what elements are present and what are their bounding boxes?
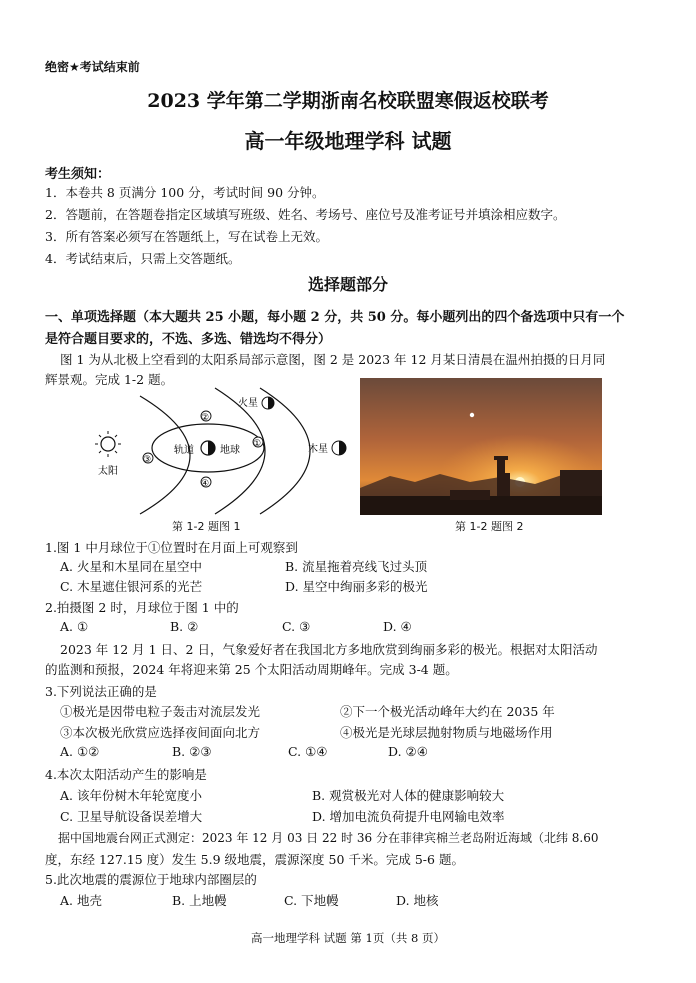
option: D. 地核: [396, 893, 439, 908]
question-intro: 的监测和预报，2024 年将迎来第 25 个太阳活动周期峰年。完成 3-4 题。: [45, 662, 458, 677]
option: B. 流星拖着亮线飞过头顶: [285, 559, 428, 574]
question-stem: 4.本次太阳活动产生的影响是: [45, 767, 207, 782]
notice-item: 1．本卷共 8 页满分 100 分，考试时间 90 分钟。: [45, 185, 325, 200]
confidential-label: 绝密★考试结束前: [45, 60, 140, 74]
statement: ④极光是光球层抛射物质与地磁场作用: [340, 725, 553, 740]
statement: ②下一个极光活动峰年大约在 2035 年: [340, 704, 555, 719]
sunrise-moon-photo: [360, 378, 602, 515]
section-title: 选择题部分: [307, 275, 388, 294]
option: B. ②③: [172, 744, 212, 759]
position-label: ②: [201, 413, 210, 423]
mars-label: 火星: [238, 398, 258, 409]
option: B. ②: [170, 619, 199, 634]
option: C. ③: [282, 619, 311, 634]
sun-label: 太阳: [98, 466, 118, 477]
notice-item: 2．答题前，在答题卷指定区域填写班级、姓名、考场号、座位号及准考证号并填涂相应数字。: [45, 207, 566, 222]
option: A. ①: [60, 619, 89, 634]
question-intro: 2023 年 12 月 1 日、2 日，气象爱好者在我国北方多地欣赏到绚丽多彩的极光。根据对太阳活动: [60, 642, 598, 657]
option: B. 观赏极光对人体的健康影响较大: [312, 788, 505, 803]
earth-label: 地球: [220, 445, 240, 456]
figure2-caption: 第 1-2 题图 2: [455, 520, 524, 533]
question-intro: 据中国地震台网正式测定：2023 年 12 月 03 日 22 时 36 分在菲律宾棉兰老岛附近海域（北纬 8.60: [58, 831, 599, 845]
statement: ①极光是因带电粒子轰击对流层发光: [60, 704, 261, 719]
question-stem: 3.下列说法正确的是: [45, 684, 157, 699]
figure1-caption: 第 1-2 题图 1: [172, 520, 241, 533]
moon-orbit-label: 轨道: [174, 445, 194, 456]
jupiter-label: 木星: [308, 444, 328, 455]
option: A. 该年份树木年轮宽度小: [60, 788, 202, 803]
part-instructions: 一、单项选择题（本大题共 25 小题，每小题 2 分，共 50 分。每小题列出的四个备选项中只有一个: [45, 310, 625, 325]
part-instructions: 是符合题目要求的，不选、多选、错选均不得分）: [45, 332, 332, 347]
notice-heading: 考生须知：: [45, 167, 111, 182]
notice-item: 3．所有答案必须写在答题纸上，写在试卷上无效。: [45, 229, 328, 244]
question-stem: 1.图 1 中月球位于①位置时在月面上可观察到: [45, 540, 298, 555]
question-stem: 5.此次地震的震源位于地球内部圈层的: [45, 872, 257, 887]
earth-icon: [201, 441, 215, 455]
question-stem: 2.拍摄图 2 时，月球位于图 1 中的: [45, 600, 239, 615]
jupiter-icon: [332, 441, 346, 455]
solar-system-diagram: [90, 386, 355, 516]
exam-title: 2023 学年第二学期浙南名校联盟寒假返校联考: [147, 90, 549, 112]
statement: ③本次极光欣赏应选择夜间面向北方: [60, 725, 261, 740]
option: D. ②④: [388, 744, 428, 759]
page-footer: 高一地理学科 试题 第 1页（共 8 页）: [251, 931, 445, 945]
question-intro: 度，东经 127.15 度）发生 5.9 级地震，震源深度 50 千米。完成 5-6 题。: [45, 852, 464, 867]
position-label: ①: [253, 439, 262, 449]
option: A. ①②: [60, 744, 100, 759]
option: A. 火星和木星同在星空中: [60, 559, 202, 574]
mars-icon: [262, 397, 274, 409]
notice-item: 4．考试结束后，只需上交答题纸。: [45, 251, 241, 266]
option: D. 星空中绚丽多彩的极光: [285, 579, 428, 594]
option: D. ④: [383, 619, 412, 634]
option: C. 下地幔: [284, 893, 339, 908]
option: A. 地壳: [60, 893, 102, 908]
position-label: ③: [143, 455, 152, 465]
option: D. 增加电流负荷提升电网输电效率: [312, 809, 505, 824]
question-intro: 辉景观。完成 1-2 题。: [45, 372, 174, 387]
question-intro: 图 1 为从北极上空看到的太阳系局部示意图，图 2 是 2023 年 12 月某日清晨在温州拍摄的日月同: [60, 352, 606, 367]
sun-icon: [95, 431, 121, 457]
position-label: ④: [201, 479, 210, 489]
option: C. 卫星导航设备误差增大: [60, 809, 203, 824]
option: C. ①④: [288, 744, 328, 759]
option: C. 木星遮住银河系的光芒: [60, 579, 203, 594]
option: B. 上地幔: [172, 893, 227, 908]
exam-subtitle: 高一年级地理学科 试题: [244, 129, 452, 153]
